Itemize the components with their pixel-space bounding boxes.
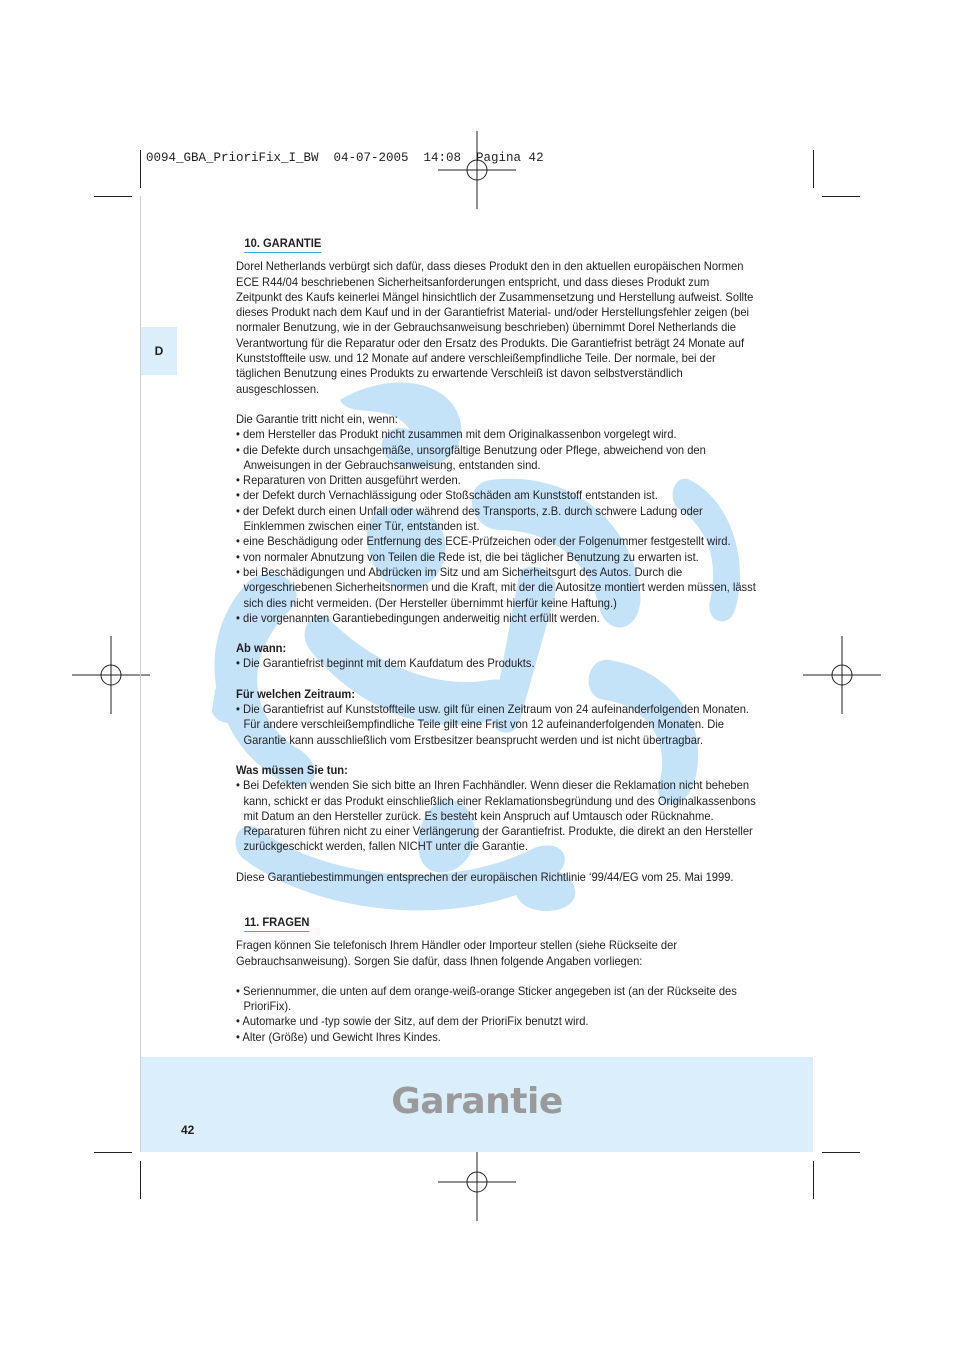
exclusions-list bbox=[236, 427, 757, 626]
list-item: • eine Beschädigung oder Entfernung des ECE-Prüfzeichen oder der Folgenummer festgestellt wird. bbox=[236, 534, 757, 549]
print-slug-line: 0094_GBA_PrioriFix_I_BW 04-07-2005 14:08 Pagina 42 bbox=[146, 151, 544, 165]
list-item: • der Defekt durch Vernachlässigung oder Stoßschäden am Kunststoff entstanden ist. bbox=[236, 488, 757, 503]
was-tun-heading: Was müssen Sie tun: bbox=[236, 762, 348, 777]
footer-band bbox=[141, 1057, 813, 1152]
crop-mark bbox=[140, 1161, 141, 1199]
list-item: • Alter (Größe) und Gewicht Ihres Kindes. bbox=[236, 1030, 757, 1045]
list-item: • der Defekt durch einen Unfall oder während des Transports, z.B. durch schwere Ladung oder Einklemmen zwischen einer Tür, entstanden ist. bbox=[236, 504, 757, 535]
registration-mark-right bbox=[803, 636, 881, 714]
list-item: • Seriennummer, die unten auf dem orange-weiß-orange Sticker angegeben ist (an der Rückseite des PrioriFix). bbox=[236, 984, 757, 1015]
registration-mark-left bbox=[72, 636, 150, 714]
crop-mark bbox=[813, 150, 814, 188]
zeitraum-list bbox=[236, 702, 757, 748]
section-11-title: 11. FRAGEN bbox=[244, 915, 309, 932]
list-item: • Automarke und -typ sowie der Sitz, auf dem der PrioriFix benutzt wird. bbox=[236, 1014, 757, 1029]
list-item: • von normaler Abnutzung von Teilen die Rede ist, die bei täglicher Benutzung zu erwarten ist. bbox=[236, 550, 757, 565]
was-tun-list bbox=[236, 778, 757, 854]
crop-mark bbox=[94, 196, 132, 197]
footer-title: Garantie bbox=[391, 1081, 563, 1122]
crop-mark bbox=[822, 1152, 860, 1153]
list-item: • Bei Defekten wenden Sie sich bitte an Ihren Fachhändler. Wenn dieser die Reklamation nicht beheben kann, schickt er das Produkt einschließlich einer Reklamationsbegründung und des Originalkassenbons mit Datum an den Hersteller zurück. Es besteht kein Anspruch auf Umtausch oder Rücknahme. Reparaturen führen nicht zu einer Verlängerung der Garantiefrist. Produkte, die direkt an den Hersteller zurückgeschickt werden, fallen NICHT unter die Garantie. bbox=[236, 778, 757, 854]
list-item: • Reparaturen von Dritten ausgeführt werden. bbox=[236, 473, 757, 488]
crop-mark bbox=[94, 1152, 132, 1153]
page-number: 42 bbox=[181, 1123, 195, 1137]
list-item: • die Defekte durch unsachgemäße, unsorgfältige Benutzung oder Pflege, abweichend von den Anweisungen in der Gebrauchsanweisung, entstanden sind. bbox=[236, 443, 757, 474]
section-11-intro: Fragen können Sie telefonisch Ihrem Händler oder Importeur stellen (siehe Rückseite der Gebrauchsanweisung). Sorgen Sie dafür, dass Ihnen folgende Angaben vorliegen: bbox=[236, 938, 678, 968]
crop-mark bbox=[813, 1161, 814, 1199]
section-10-intro: Dorel Netherlands verbürgt sich dafür, dass dieses Produkt den in den aktuellen europäischen Normen ECE R44/04 beschriebenen Sicherheitsanforderungen entspricht, und dass dieses Produkt zum Zeitpunkt des Kaufs keinerlei Mängel hinsichtlich der Zusammensetzung und Herstellung aufweist. Sollte dieses Produkt nach dem Kauf und in der Garantiefrist Material- und/oder Herstellungsfehler zeigen (bei normaler Benutzung, wie in der Gebrauchsanweisung beschrieben) übernimmt Dorel Netherlands die Verantwortung für die Reparatur oder den Ersatz des Produkts. Die Garantiefrist beträgt 24 Monate auf Kunststoffteile usw. und 12 Monate auf andere verschleißempfindliche Teile. Der normale, bei der täglichen Benutzung eines Produkts zu erwartende Verschleiß ist davon selbstverständlich ausgeschlossen. bbox=[236, 259, 754, 396]
list-item: • die vorgenannten Garantiebedingungen anderweitig nicht erfüllt werden. bbox=[236, 611, 757, 626]
crop-mark bbox=[140, 150, 141, 188]
list-item: • Die Garantiefrist beginnt mit dem Kaufdatum des Produkts. bbox=[236, 656, 757, 671]
ab-wann-list bbox=[236, 656, 757, 671]
list-item: • dem Hersteller das Produkt nicht zusammen mit dem Originalkassenbon vorgelegt wird. bbox=[236, 427, 757, 442]
fragen-list bbox=[236, 984, 757, 1045]
main-content bbox=[236, 236, 757, 1045]
list-item: • Die Garantiefrist auf Kunststoffteile usw. gilt für einen Zeitraum von 24 aufeinanderfolgenden Monaten. Für andere verschleißempfindliche Teile gilt eine Frist von 12 aufeinanderfolgenden Monaten. Die Garantie kann ausschließlich vom Erstbesitzer beansprucht werden und ist nicht übertragbar. bbox=[236, 702, 757, 748]
section-10-closing: Diese Garantiebestimmungen entsprechen der europäischen Richtlinie ‘99/44/EG vom 25. Mai 1999. bbox=[236, 869, 734, 884]
ab-wann-heading: Ab wann: bbox=[236, 641, 287, 656]
exclusions-intro: Die Garantie tritt nicht ein, wenn: bbox=[236, 411, 398, 426]
registration-mark-top bbox=[438, 131, 516, 209]
registration-mark-bottom bbox=[438, 1143, 516, 1221]
crop-mark bbox=[822, 196, 860, 197]
zeitraum-heading: Für welchen Zeitraum: bbox=[236, 686, 356, 701]
language-tab: D bbox=[141, 327, 177, 375]
list-item: • bei Beschädigungen und Abdrücken im Sitz und am Sicherheitsgurt des Autos. Durch die vorgeschriebenen Sicherheitsnormen und die Kraft, mit der die Autositze montiert werden müssen, lässt sich dies nicht vermeiden. (Der Hersteller übernimmt hierfür keine Haftung.) bbox=[236, 565, 757, 611]
section-10-title: 10. GARANTIE bbox=[244, 236, 321, 253]
